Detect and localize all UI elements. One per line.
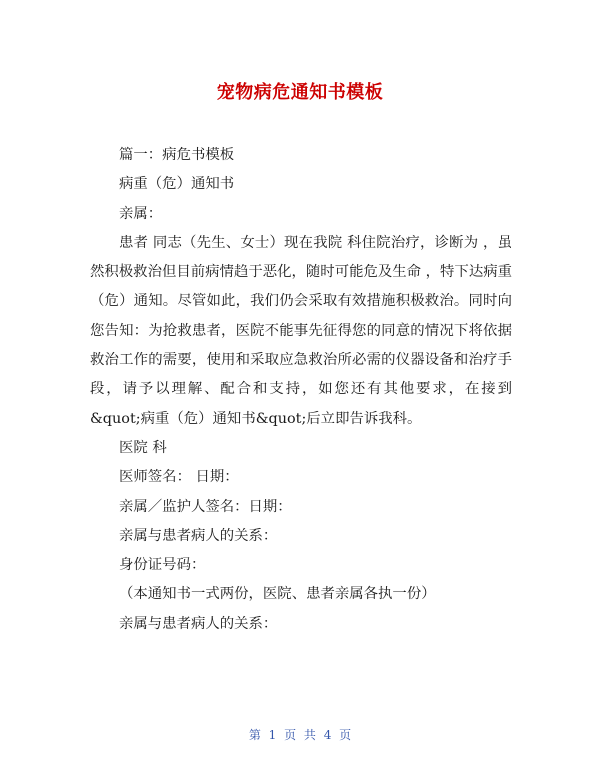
salutation: 亲属： bbox=[119, 205, 163, 222]
id-number-line: 身份证号码： bbox=[119, 557, 206, 574]
body-paragraph: 患者 同志（先生、女士）现在我院 科住院治疗，诊断为 ，虽然积极救治但目前病情趋于恶化，随时可能危及生命 ，特下达病重（危）通知。尽管如此，我们仍会采取有效措施积极救治。同时向您告知：为抢救患者，医院不能事先征得您的同意的情况下将依据救治工作的需要，使用和采取应急救治所必需的仪器设备和治疗手段，请予以理解、配合和支持，如您还有其他要求，在接到&quot;病重（危）通知书&quot;后立即告诉我科。 bbox=[90, 234, 512, 427]
page-indicator: 第 1 页 共 4 页 bbox=[248, 728, 352, 742]
copies-note: （本通知书一式两份，医院、患者亲属各执一份） bbox=[119, 586, 436, 603]
doctor-signature-line: 医师签名： 日期： bbox=[119, 469, 239, 486]
guardian-signature-line: 亲属／监护人签名：日期： bbox=[119, 498, 292, 515]
notice-heading: 病重（危）通知书 bbox=[119, 176, 235, 193]
relationship-line-repeat: 亲属与患者病人的关系： bbox=[119, 615, 278, 632]
document-title: 宠物病危通知书模板 bbox=[216, 82, 384, 103]
document-body bbox=[90, 141, 512, 639]
section-heading: 篇一：病危书模板 bbox=[119, 147, 235, 163]
hospital-department-line: 医院 科 bbox=[119, 439, 167, 456]
relationship-line: 亲属与患者病人的关系： bbox=[119, 527, 278, 544]
